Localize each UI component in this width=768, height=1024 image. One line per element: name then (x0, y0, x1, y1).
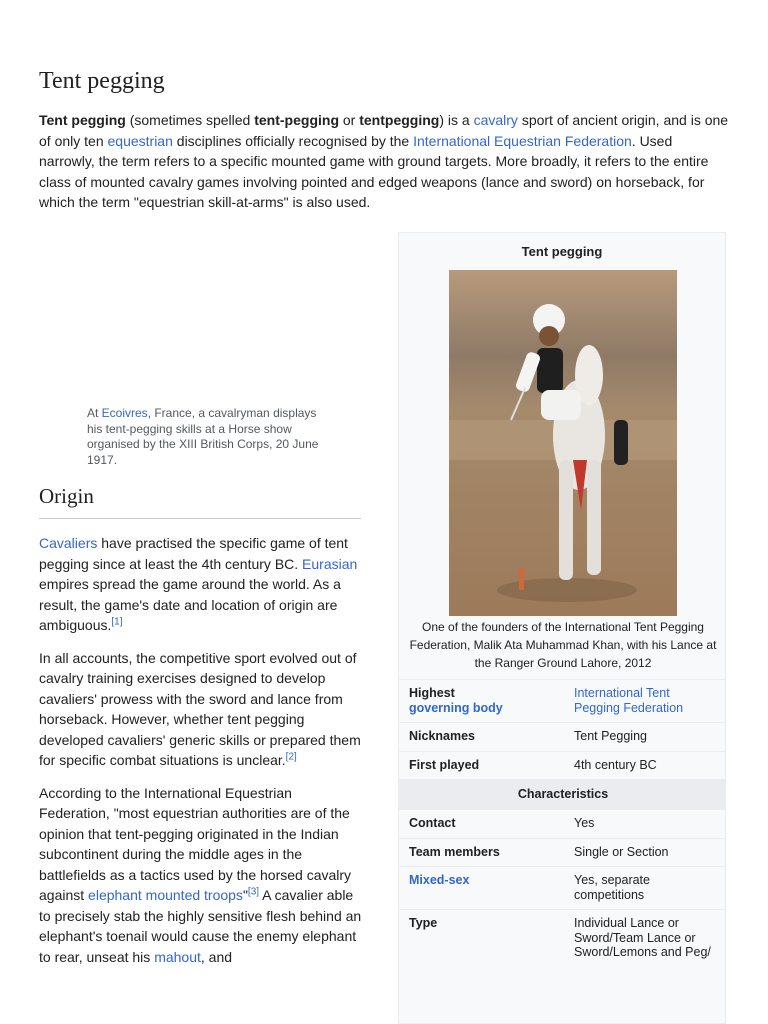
infobox-row-team-members (399, 838, 726, 867)
row-label (409, 686, 574, 715)
link-mahout[interactable]: mahout (154, 948, 201, 965)
lead-text: . Used narrowly, the term refers to a specific mounted game with ground targets. More broadly, it refers to the entire class of mounted cavalry games involving pointed and edged weapons (lance and sword) on horseback, for which the term "equestrian skill-at-arms" is also used. (39, 132, 709, 210)
lead-term-alt2: tentpegging (359, 112, 440, 128)
infobox-row-first-played (399, 751, 726, 780)
link-cavalry[interactable]: cavalry (473, 112, 518, 128)
row-label: Team members (409, 844, 500, 859)
row-label: First played (409, 757, 480, 772)
link-fei[interactable]: International Equestrian Federation (413, 132, 632, 149)
lead-text: sport of ancient origin, and is one of only ten (39, 112, 729, 149)
row-value: Tent Pegging (574, 729, 647, 743)
link-mixed-sex[interactable]: Mixed-sex (409, 873, 470, 887)
origin-heading: Origin (39, 484, 361, 519)
lead-text: ) is a (439, 112, 474, 128)
infobox-section-header: Characteristics (399, 779, 726, 809)
infobox-row-mixed-sex (399, 866, 726, 909)
infobox-row-contact (399, 809, 726, 838)
infobox-table (399, 679, 726, 967)
row-label: Type (409, 916, 438, 930)
paragraph-text: " (242, 887, 248, 903)
page-title: Tent pegging (39, 68, 165, 94)
caption-text: , France, a cavalryman displays his tent-pegging skills at a Horse show organised by the XIII British Corps, 20 June 1917. (87, 406, 319, 468)
row-value: Single or Section (574, 844, 669, 859)
row-label: Contact (409, 816, 456, 830)
horse-rider-photo (449, 270, 677, 616)
lead-text: or (339, 112, 360, 128)
infobox (398, 232, 726, 1024)
lead-term: Tent pegging (39, 112, 126, 128)
row-label: Nicknames (409, 729, 476, 743)
infobox-image[interactable] (449, 270, 677, 616)
paragraph-text: According to the International Equestrian Federation, "most equestrian authorities are of the opinion that tent-pegging originated in the Indian subcontinent during the middle ages in the battlefields as a tactics used by the horsed cavalry against (39, 784, 352, 903)
origin-paragraph-1 (39, 533, 364, 636)
link-elephant-troops[interactable]: elephant mounted troops (88, 887, 243, 903)
paragraph-text: , and (200, 948, 233, 965)
reference-3[interactable]: [3] (247, 886, 260, 898)
image-caption (87, 406, 327, 469)
lead-paragraph (39, 110, 729, 213)
link-equestrian[interactable]: equestrian (107, 132, 173, 149)
caption-text: At (87, 406, 102, 420)
infobox-row-nicknames (399, 722, 726, 751)
reference-1[interactable]: [1] (111, 616, 123, 628)
paragraph-text: empires spread the game around the world. As a result, the game's date and location of origin are ambiguous. (39, 576, 341, 633)
origin-paragraph-3 (39, 783, 364, 968)
origin-paragraph-2 (39, 648, 364, 771)
label-text: Highest (409, 686, 455, 700)
reference-2[interactable]: [2] (285, 751, 297, 763)
link-eurasian[interactable]: Eurasian (302, 555, 358, 572)
link-itpf[interactable]: International Tent Pegging Federation (574, 686, 684, 715)
lead-text: disciplines officially recognised by the (172, 132, 414, 149)
paragraph-text: have practised the specific game of tent pegging since at least the 4th century BC. (39, 535, 348, 572)
link-cavaliers[interactable]: Cavaliers (39, 535, 98, 551)
row-label (409, 873, 574, 902)
infobox-caption: One of the founders of the International Tent Pegging Federation, Malik Ata Muhammad Khan, with his Lance at the Ranger Ground Lahore, 2012 (409, 620, 717, 670)
infobox-title: Tent pegging (521, 244, 603, 259)
link-ecoivres[interactable]: Ecoivres (101, 406, 148, 420)
infobox-row-governing-body (399, 679, 726, 722)
lead-term-alt1: tent-pegging (254, 112, 339, 128)
origin-section (39, 533, 364, 979)
paragraph-text: In all accounts, the competitive sport evolved out of cavalry training exercises designed to develop cavaliers' prowess with the sword and lance from horseback. However, whether tent pegging developed cavaliers' generic skills or prepared them for specific combat situations is unclear. (39, 649, 361, 768)
row-value: Yes (574, 816, 595, 830)
lead-text: (sometimes spelled (125, 112, 255, 128)
paragraph-text: A cavalier able to precisely stab the highly sensitive flesh behind an elephant's toenail would cause the enemy elephant to rear, unseat his (39, 887, 362, 965)
link-governing-body[interactable]: governing body (409, 700, 503, 715)
row-value (574, 686, 714, 715)
infobox-row-type (399, 909, 726, 967)
row-value: Yes, separate competitions (574, 873, 650, 902)
row-value: 4th century BC (574, 757, 657, 772)
row-value: Individual Lance or Sword/Team Lance or Sword/Lemons and Peg/ (574, 916, 711, 959)
